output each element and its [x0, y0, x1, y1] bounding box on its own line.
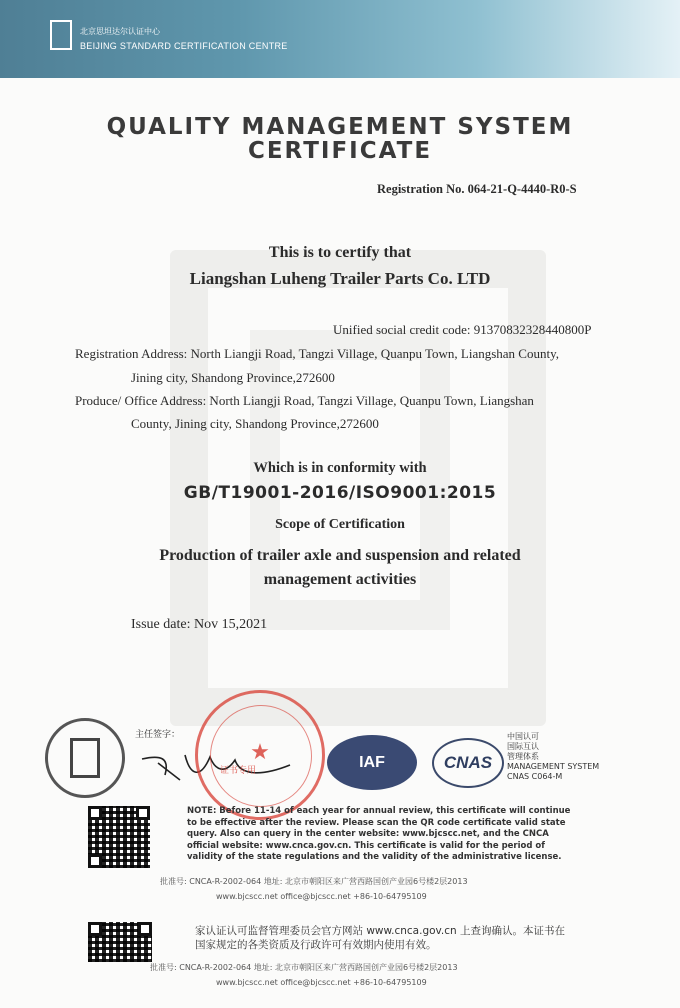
signature-label: 主任签字：: [135, 730, 181, 740]
cnas-cn-line2: 国际互认: [507, 742, 539, 751]
cnas-logo-icon: CNAS: [432, 738, 504, 788]
cnas-en-line: MANAGEMENT SYSTEM: [507, 762, 600, 771]
note-text: NOTE: Before 11-14 of each year for annual review, this certificate will continue to be effective after the review. Please scan the QR code certificate valid state query. Also can query in the center website: www.bjcscc.net, and the CNCA official website: www.cnca.gov.cn. This certificate is valid for the period of validity of the state regulations and the validity of the administrative license.: [187, 806, 571, 862]
org-name-en: BEIJING STANDARD CERTIFICATION CENTRE: [80, 41, 288, 51]
org-name-cn: 北京思坦达尔认证中心: [80, 27, 160, 36]
scope-description: [0, 544, 680, 592]
registration-number: Registration No. 064-21-Q-4440-R0-S: [377, 182, 577, 196]
verification-text: 家认证认可监督管理委员会官方网站 www.cnca.gov.cn 上查询确认。本证书在国家规定的各类资质及行政许可有效期内使用有效。: [195, 925, 566, 951]
office-address-line2: County, Jining city, Shandong Province,272600: [131, 416, 379, 431]
company-name: Liangshan Luheng Trailer Parts Co. LTD: [189, 269, 491, 288]
qr-code-lower[interactable]: [88, 922, 152, 962]
certificate-title-line1: QUALITY MANAGEMENT SYSTEM: [106, 114, 574, 140]
bscc-logo-icon: [50, 20, 72, 50]
seal-text: 证书专用: [220, 766, 257, 776]
contact-line-1: www.bjcscc.net office@bjcscc.net +86-10-64795109: [216, 892, 427, 901]
red-official-seal-icon: ★: [195, 690, 325, 820]
approval-line-2: 批准号: CNCA-R-2002-064 地址: 北京市朝阳区来广营西路国创产业园6号楼2层2013: [150, 963, 458, 972]
standard-name: GB/T19001-2016/ISO9001:2015: [183, 483, 497, 503]
registration-address-line2: Jining city, Shandong Province,272600: [131, 370, 335, 385]
cnas-description: [507, 732, 599, 782]
cnas-code: CNAS C064-M: [507, 772, 563, 781]
conformity-text: Which is in conformity with: [253, 460, 427, 476]
scope-line1: Production of trailer axle and suspension and related: [159, 547, 521, 564]
scope-heading: Scope of Certification: [275, 517, 405, 532]
header-band: [0, 0, 680, 78]
cnas-cn-line1: 中国认可: [507, 732, 539, 741]
cnas-cn-line3: 管理体系: [507, 752, 539, 761]
contact-line-2: www.bjcscc.net office@bjcscc.net +86-10-64795109: [216, 978, 427, 987]
approval-line-1: 批准号: CNCA-R-2002-064 地址: 北京市朝阳区来广营西路国创产业园6号楼2层2013: [160, 877, 468, 886]
certificate-title-line2: CERTIFICATE: [247, 138, 433, 164]
office-address-line1: Produce/ Office Address: North Liangji Road, Tangzi Village, Quanpu Town, Liangshan: [75, 393, 534, 408]
credit-code: Unified social credit code: 91370832328440800P: [333, 322, 592, 337]
issue-date: Issue date: Nov 15,2021: [131, 617, 268, 632]
bscc-seal-icon: [45, 718, 125, 798]
iaf-logo-icon: IAF: [327, 735, 417, 790]
scope-line2: management activities: [263, 571, 417, 588]
certify-intro: This is to certify that: [268, 244, 412, 261]
registration-address-line1: Registration Address: North Liangji Road, Tangzi Village, Quanpu Town, Liangshan County,: [75, 346, 559, 361]
qr-code-upper[interactable]: [88, 806, 150, 868]
